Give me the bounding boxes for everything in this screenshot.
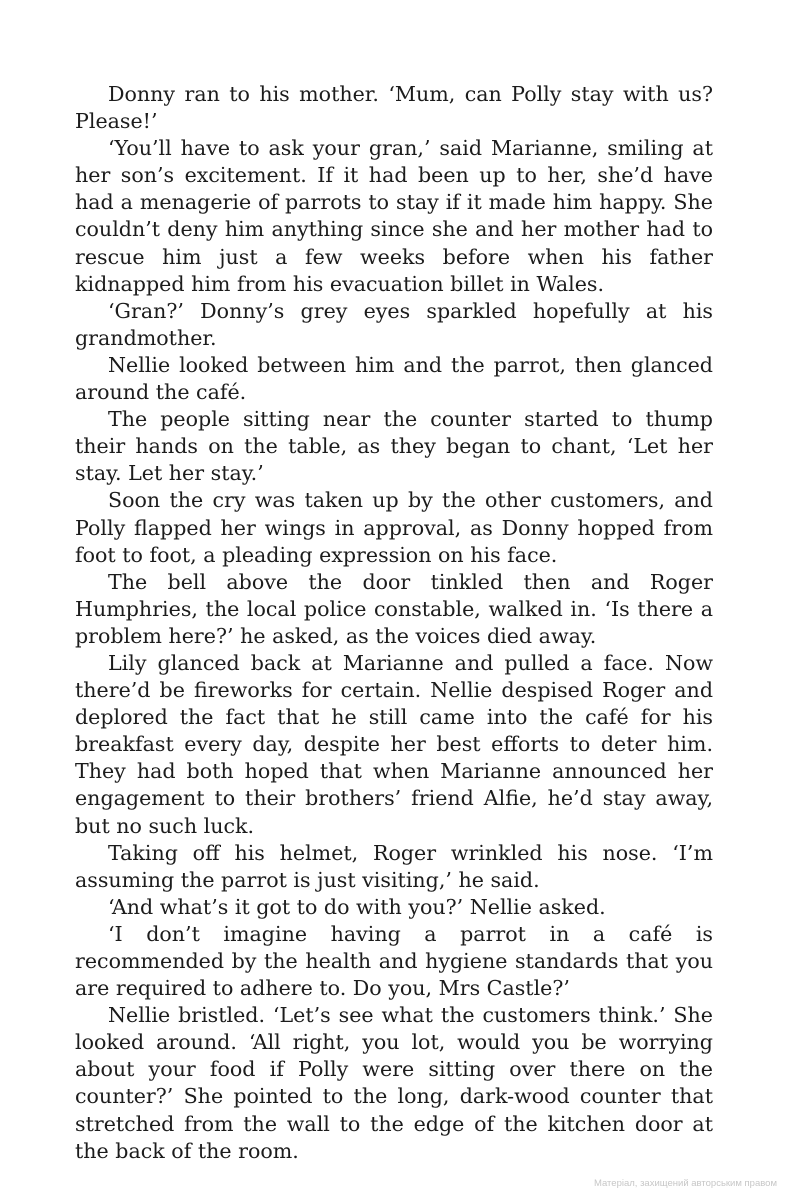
- paragraph: ‘I don’t imagine having a parrot in a café is recommended by the health and hygiene standards that you are required to adhere to. Do you, Mrs Castle?’: [75, 921, 713, 1001]
- paragraph: Nellie bristled. ‘Let’s see what the customers think.’ She looked around. ‘All right, you lot, would you be worrying about your food if Polly were sitting over there on the counter?’ She pointed to the long, dark-wood counter that stretched from the wall to the edge of the kitchen door at the back of the room.: [75, 1003, 713, 1163]
- paragraph: Lily glanced back at Marianne and pulled a face. Now there’d be fireworks for certain. Nellie despised Roger and deplored the fact that he still came into the café for his breakfast every day, despite her best efforts to deter him. They had both hoped that when Marianne announced her engagement to their brothers’ friend Alfie, he’d stay away, but no such luck.: [75, 650, 713, 838]
- paragraph: Soon the cry was taken up by the other customers, and Polly flapped her wings in approval, as Donny hopped from foot to foot, a pleading expression on his face.: [75, 488, 713, 567]
- paragraph: ‘And what’s it got to do with you?’ Nellie asked.: [108, 894, 606, 919]
- paragraph: Donny ran to his mother. ‘Mum, can Polly stay with us? Please!’: [75, 82, 713, 134]
- paragraph: Nellie looked between him and the parrot, then glanced around the café.: [75, 352, 713, 405]
- page-body: [75, 81, 713, 1165]
- paragraph: The people sitting near the counter started to thump their hands on the table, as they began to chant, ‘Let her stay. Let her stay.’: [75, 407, 713, 486]
- copyright-watermark: Матеріал, захищений авторським правом: [593, 1178, 777, 1189]
- paragraph: ‘You’ll have to ask your gran,’ said Marianne, smiling at her son’s excitement. If it had been up to her, she’d have had a menagerie of parrots to stay if it made him happy. She couldn’t deny him anything since she and her mother had to rescue him just a few weeks before when his father kidnapped him from his evacuation billet in Wales.: [75, 136, 713, 296]
- paragraph: ‘Gran?’ Donny’s grey eyes sparkled hopefully at his grandmother.: [75, 298, 713, 350]
- paragraph: The bell above the door tinkled then and Roger Humphries, the local police constable, walked in. ‘Is there a problem here?’ he asked, as the voices died away.: [75, 569, 713, 648]
- paragraph: Taking off his helmet, Roger wrinkled his nose. ‘I’m assuming the parrot is just visiting,’ he said.: [75, 840, 713, 892]
